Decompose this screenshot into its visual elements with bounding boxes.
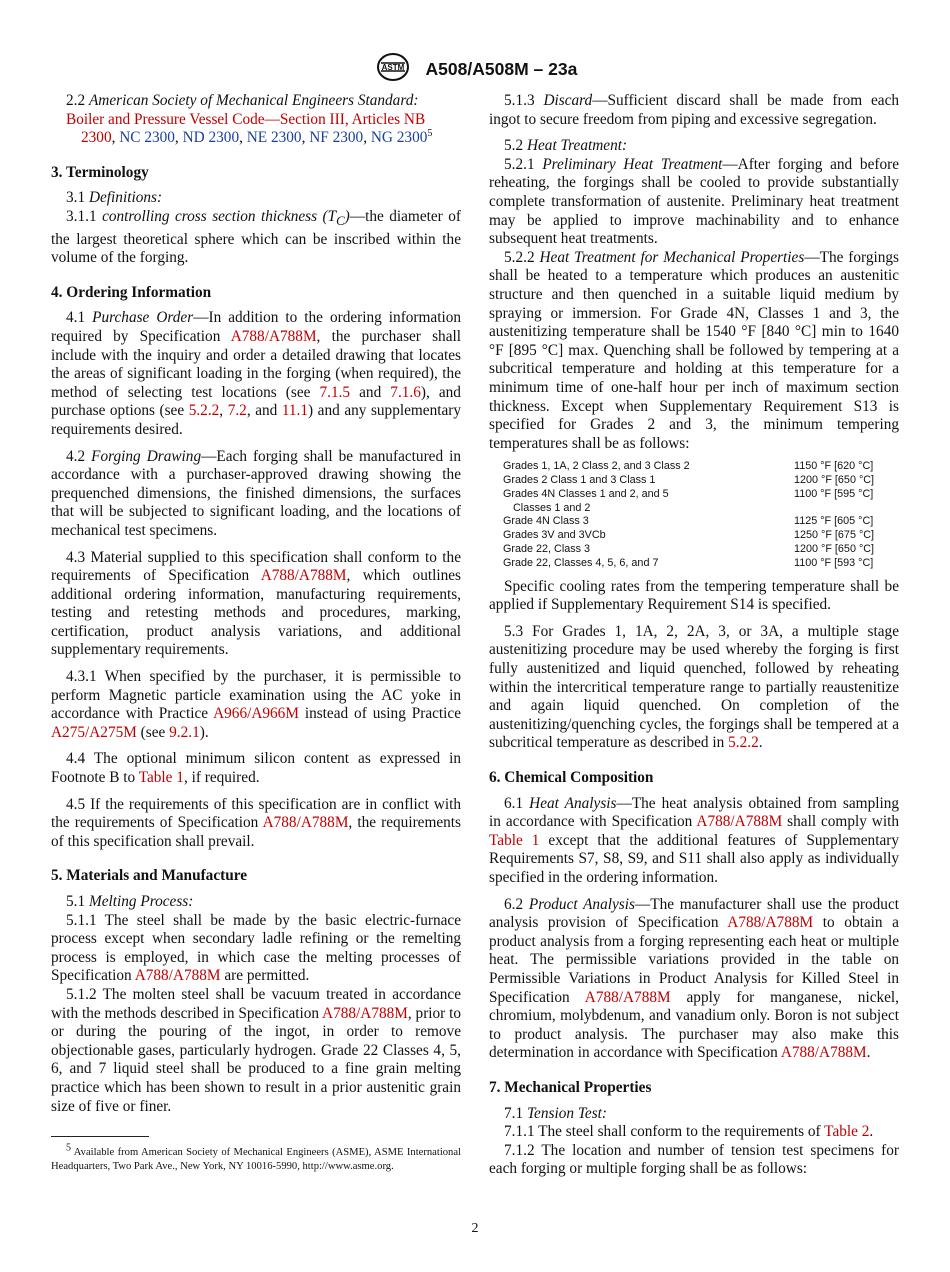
section-6-2: 6.2 Product Analysis—The manufacturer shall use the product analysis provision of Specification A788/A788M to obtain a product analysis from a forging representing each heat or multiple heat. The permissible variations provided in the table on Permissible Variations in Product Analysis for Killed Steel in Specification A788/A788M apply for manganese, nickel, chromium, molybdenum, and vanadium only. Boron is not subject to product analysis. The purchaser may also make this determination in accordance with Specification A788/A788M. [489, 895, 899, 1062]
section-5-2-1: 5.2.1 Preliminary Heat Treatment—After forging and before reheating, the forgings shall be cooled to provide substantially complete transformation of austenite. Preliminary heat treatment may be applied to improve machinability and to enhance subsequent heat treatments. [489, 155, 899, 248]
link-nb2300[interactable]: NB 2300 [81, 110, 426, 147]
link-9-2-1[interactable]: 9.2.1 [169, 723, 200, 741]
link-nd2300[interactable]: ND 2300 [182, 129, 240, 147]
link-a966[interactable]: A966/A966M [213, 705, 299, 723]
section-2-2: 2.2 American Society of Mechanical Engineers Standard: [66, 92, 419, 109]
grade-cell [489, 543, 794, 557]
heading-mechanical-properties: 7. Mechanical Properties [489, 1078, 652, 1096]
grade-label: Grades 3V and 3VCb [503, 529, 606, 542]
grade-label-continued: Classes 1 and 2 [513, 501, 591, 514]
tempering-row [489, 529, 899, 543]
temperature-cell: 1250 °F [675 °C] [794, 529, 875, 542]
section-4-5: 4.5 If the requirements of this specification are in conflict with the requirements of Specification A788/A788M, the requirements of this specification shall prevail. [51, 795, 461, 850]
heading-materials-and-manufacture: 5. Materials and Manufacture [51, 867, 248, 885]
tempering-row [489, 474, 899, 488]
link-7-1-6[interactable]: 7.1.6 [390, 383, 421, 401]
link-a788[interactable]: A788/A788M [780, 1044, 867, 1062]
link-table-1[interactable]: Table 1 [138, 769, 184, 787]
grade-label: Grades 2 Class 1 and 3 Class 1 [503, 474, 656, 487]
tempering-temperature-table [489, 460, 899, 570]
grade-cell [489, 460, 794, 474]
left-column [51, 92, 461, 1124]
grade-label: Grade 4N Class 3 [503, 515, 589, 528]
section-4-1: 4.1 Purchase Order—In addition to the ordering information required by Specification A788/A788M, the purchaser shall include with the inquiry and order a detailed drawing that locates the areas of significant loading in the forging (when required), the method of selecting test locations (see 7.1.5 and 7.1.6), and purchase options (see 5.2.2, 7.2, and 11.1) and any supplementary requirements desired. [51, 309, 462, 438]
link-7-1-5[interactable]: 7.1.5 [319, 383, 351, 401]
link-a788[interactable]: A788/A788M [322, 1004, 408, 1022]
tempering-row [489, 557, 899, 571]
section-4-3: 4.3 Material supplied to this specification shall conform to the requirements of Specification A788/A788M, which outlines additional ordering information, manufacturing requirements, testing and retesting methods and procedures, marking, certification, product analysis variations, and additional supplementary requirements. [51, 548, 461, 659]
tempering-row [489, 515, 899, 529]
link-5-2-2[interactable]: 5.2.2 [728, 734, 759, 752]
section-5-2: 5.2 Heat Treatment: [504, 137, 628, 155]
section-4-4: 4.4 The optional minimum silicon content as expressed in Footnote B to Table 1, if required. [51, 750, 461, 787]
cooling-rate-note: Specific cooling rates from the tempering temperature shall be applied if Supplementary Requirement S14 is specified. [489, 577, 899, 614]
section-3-1: 3.1 Definitions: [66, 189, 163, 207]
section-3-1-1: 3.1.1 controlling cross section thickness $(T_C)—the$ diameter of the largest theoretical sphere which can be inscribed within the volume of the forging. [51, 207, 461, 267]
page-number: 2 [471, 1221, 479, 1236]
grade-label: Grade 22, Classes 4, 5, 6, and 7 [503, 556, 659, 569]
section-7-1: 7.1 Tension Test: [504, 1104, 608, 1122]
link-5-2-2[interactable]: 5.2.2 [188, 402, 220, 420]
temperature-cell: 1100 °F [593 °C] [794, 556, 874, 569]
grade-label: Grade 22, Class 3 [503, 543, 591, 556]
temperature-cell: 1125 °F [605 °C] [794, 515, 874, 528]
section-7-1-2: 7.1.2 The location and number of tension test specimens for each forging or multiple forging shall be as follows: [489, 1141, 899, 1178]
link-nf2300[interactable]: NF 2300 [309, 129, 364, 147]
link-ng2300[interactable]: NG 2300 [370, 129, 428, 147]
grade-label: Grades 4N Classes 1 and 2, and 5 [503, 487, 669, 500]
heading-terminology: 3. Terminology [51, 163, 149, 181]
link-a788[interactable]: A788/A788M [696, 813, 783, 831]
page-header [0, 52, 950, 87]
footnote-ref-5: 5 [427, 128, 433, 140]
link-a788[interactable]: A788/A788M [260, 567, 347, 585]
heading-chemical-composition: 6. Chemical Composition [489, 769, 654, 786]
tempering-row [489, 488, 899, 516]
section-6-1: 6.1 Heat Analysis—The heat analysis obtained from sampling in accordance with Specification A788/A788M shall comply with Table 1 except that the additional features of Supplementary Requirements S7, S8, S9, and S11 shall also apply as individually specified in the ordering information. [489, 794, 900, 886]
footnote-5: $^5$ Available from American Society of Mechanical Engineers (ASME), ASME International Headquarters, Two Park Ave., New York, NY 10016-5990, http://www.asme.org. [51, 1142, 461, 1172]
link-nc2300[interactable]: NC 2300 [119, 129, 175, 147]
asme-code-link[interactable]: Boiler and Pressure Vessel Code—Section III, Articles [66, 110, 401, 128]
section-5-1-3: 5.1.3 Discard—Sufficient discard shall be made from each ingot to secure freedom from piping and excessive segregation. [489, 92, 900, 128]
grade-cell [489, 557, 794, 571]
link-a788[interactable]: A788/A788M [134, 967, 221, 985]
link-a788[interactable]: A788/A788M [727, 914, 814, 932]
grade-label: Grades 1, 1A, 2 Class 2, and 3 Class 2 [503, 460, 690, 473]
link-ne2300[interactable]: NE 2300 [246, 129, 302, 147]
temperature-cell: 1100 °F [595 °C] [794, 487, 874, 500]
section-5-1-1: 5.1.1 The steel shall be made by the basic electric-furnace process except when secondary ladle refining or the remelting process is employed, in which case the melting processes of Specification A788/A788M are permitted. [51, 911, 461, 985]
section-4-3-1: 4.3.1 When specified by the purchaser, it is permissible to perform Magnetic particle examination using the AC yoke in accordance with Practice A966/A966M instead of using Practice A275/A275M (see 9.2.1). [51, 668, 462, 741]
temperature-cell: 1150 °F [620 °C] [794, 460, 874, 473]
temperature-cell: 1200 °F [650 °C] [794, 543, 875, 556]
standard-designation: A508/A508M – 23a [425, 59, 578, 79]
heading-ordering-information: 4. Ordering Information [51, 283, 212, 301]
right-column [489, 92, 899, 1179]
tempering-row [489, 460, 899, 474]
link-7-2[interactable]: 7.2 [227, 402, 247, 420]
section-5-3: 5.3 For Grades 1, 1A, 2, 2A, 3, or 3A, a multiple stage austenitizing procedure may be used whereby the forging is first fully austenitized and liquid quenched, followed by reheating within the intercritical temperature range to partially reaustenitize and again liquid quenched. On completion of the austenitizing/quenching cycles, the forgings shall be tempered at a subcritical temperature as described in 5.2.2. [489, 622, 899, 752]
link-table-2[interactable]: Table 2 [824, 1123, 870, 1141]
asme-code-reference: Boiler and Pressure Vessel Code—Section III, Articles NB 2300, NC 2300, ND 2300, NE 2300, NF 2300, NG 2300$^5$ [66, 110, 433, 147]
grade-cell [489, 488, 794, 516]
grade-cell [489, 529, 794, 543]
link-a788[interactable]: A788/A788M [584, 988, 671, 1006]
section-7-1-1: 7.1.1 The steel shall conform to the requirements of Table 2. [504, 1123, 874, 1141]
grade-cell [489, 474, 794, 488]
link-11-1[interactable]: 11.1 [281, 402, 309, 420]
grade-cell [489, 515, 794, 529]
tempering-row [489, 543, 899, 557]
section-5-1: 5.1 Melting Process: [66, 893, 194, 911]
section-5-2-2: 5.2.2 Heat Treatment for Mechanical Properties—The forgings shall be heated to a temperature which produces an austenitic structure and then quenched in a suitable liquid medium by spraying or immersion. For Grade 4N, Classes 1 and 3, the austenitizing temperature shall be 1540 °F [840 °C] min to 1640 °F [895 °C] max. Quenching shall be followed by tempering at a subcritical temperature and holding at this temperature for a minimum time of one-half hour per inch of maximum section thickness. Except when Supplementary Requirement S13 is specified for Grades 2 and 3, the minimum tempering temperatures shall be as follows: [489, 248, 899, 452]
link-a788[interactable]: A788/A788M [262, 814, 349, 832]
link-table-1[interactable]: Table 1 [489, 831, 540, 849]
section-5-1-2: 5.1.2 The molten steel shall be vacuum treated in accordance with the methods described in Specification A788/A788M, prior to or during the pouring of the ingot, in order to remove objectionable gases, particularly hydrogen. Grade 22 Classes 4, 5, 6, and 7 liquid steel shall be produced to a fine grain melting practice which has been shown to result in a prior austenitic grain size of five or finer. [51, 985, 461, 1115]
svg-text:ASTM: ASTM [381, 63, 405, 72]
link-a275[interactable]: A275/A275M [51, 723, 137, 741]
astm-logo-icon [373, 52, 413, 87]
temperature-cell: 1200 °F [650 °C] [794, 474, 875, 487]
link-a788[interactable]: A788/A788M [230, 327, 317, 345]
section-4-2: 4.2 Forging Drawing—Each forging shall be manufactured in accordance with a purchaser-approved drawing showing the prequenched dimensions, the finished dimensions, the surfaces that will be subjected to significant loading, and the locations of mechanical test specimens. [51, 447, 462, 539]
footnote-divider [51, 1136, 149, 1137]
